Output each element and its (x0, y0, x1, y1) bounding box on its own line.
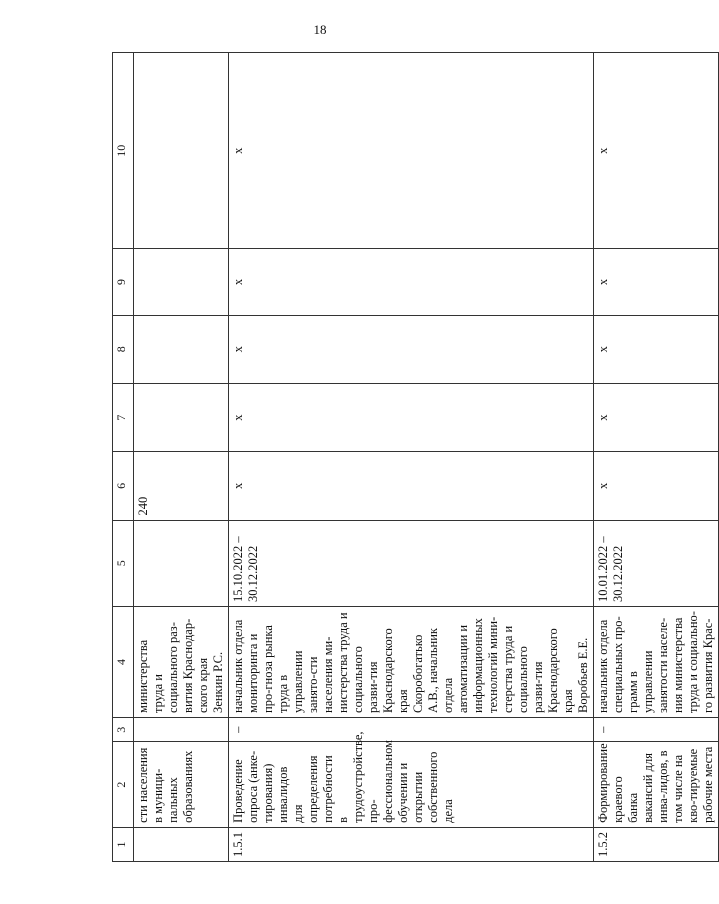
cell-col6: х (594, 452, 719, 520)
responsible-line: Зенкин Р.С. (211, 651, 225, 713)
cell-col8: х (229, 315, 594, 383)
responsible-persons (594, 606, 719, 717)
event-description: Проведение опроса (анке-тирования) инвалидов для определения потребности в трудоустройстве, про-фессиональном обучении и открытии собственного дела (229, 742, 594, 827)
event-description: сти населения в муници-пальных образованиях (134, 742, 229, 827)
cell-col10: х (594, 53, 719, 249)
plan-table (112, 52, 719, 862)
item-number: 1.5.2 (594, 827, 719, 861)
column-number: 10 (113, 53, 134, 249)
column-number: 2 (113, 742, 134, 827)
responsible-line: начальник отдела мониторинга и про-гноза рынка труда в управлении занято-сти населения ми-нистерства труда и социального разви-тия Краснодарского края (231, 612, 410, 713)
responsible-persons (229, 606, 594, 717)
page-number: 18 (313, 22, 327, 37)
cell-col6: х (229, 452, 594, 520)
cell-col9: х (594, 249, 719, 315)
cell-col3: – (229, 717, 594, 742)
column-number: 3 (113, 717, 134, 742)
cell-col8: х (594, 315, 719, 383)
rotated-table-frame (112, 52, 715, 862)
item-number: 1.5.1 (229, 827, 594, 861)
date-range: 15.10.2022 – 30.12.2022 (229, 520, 594, 606)
column-number: 4 (113, 606, 134, 717)
cell-col7: х (594, 383, 719, 451)
cell-col8 (134, 315, 229, 383)
cell-col7 (134, 383, 229, 451)
responsible-line: начальник отдела специальных про-грамм в управлении занятости населе-ния министерства труда и социально-го развития Крас- (596, 611, 715, 713)
cell-col9: х (229, 249, 594, 315)
cell-col7: х (229, 383, 594, 451)
responsible-persons (134, 606, 229, 717)
column-number: 1 (113, 827, 134, 861)
column-number: 7 (113, 383, 134, 451)
column-number: 9 (113, 249, 134, 315)
column-number: 6 (113, 452, 134, 520)
cell-col6: 240 (134, 452, 229, 520)
cell-col9 (134, 249, 229, 315)
column-number: 8 (113, 315, 134, 383)
cell-col10: х (229, 53, 594, 249)
column-number-row (113, 53, 134, 862)
table-row (594, 53, 719, 862)
date-range: 10.01.2022 – 30.12.2022 (594, 520, 719, 606)
cell-col10 (134, 53, 229, 249)
event-description: Формирование краевого банка вакансий для инва-лидов, в том числе на кво-тируемые рабочие места (594, 742, 719, 827)
responsible-line: Скоробогатько А.В., начальник отдела автоматизации и информационных технологий мини-стерства труда и социального разви-тия Краснодарского края (411, 616, 575, 713)
date-range (134, 520, 229, 606)
cell-col3: – (594, 717, 719, 742)
column-number: 5 (113, 520, 134, 606)
item-number (134, 827, 229, 861)
responsible-line: министерства труда и социального раз-вития Краснодар-ского края (136, 618, 210, 713)
cell-col3 (134, 717, 229, 742)
responsible-line: Воробьев Е.Е. (576, 637, 590, 713)
table-row (134, 53, 229, 862)
table-row (229, 53, 594, 862)
